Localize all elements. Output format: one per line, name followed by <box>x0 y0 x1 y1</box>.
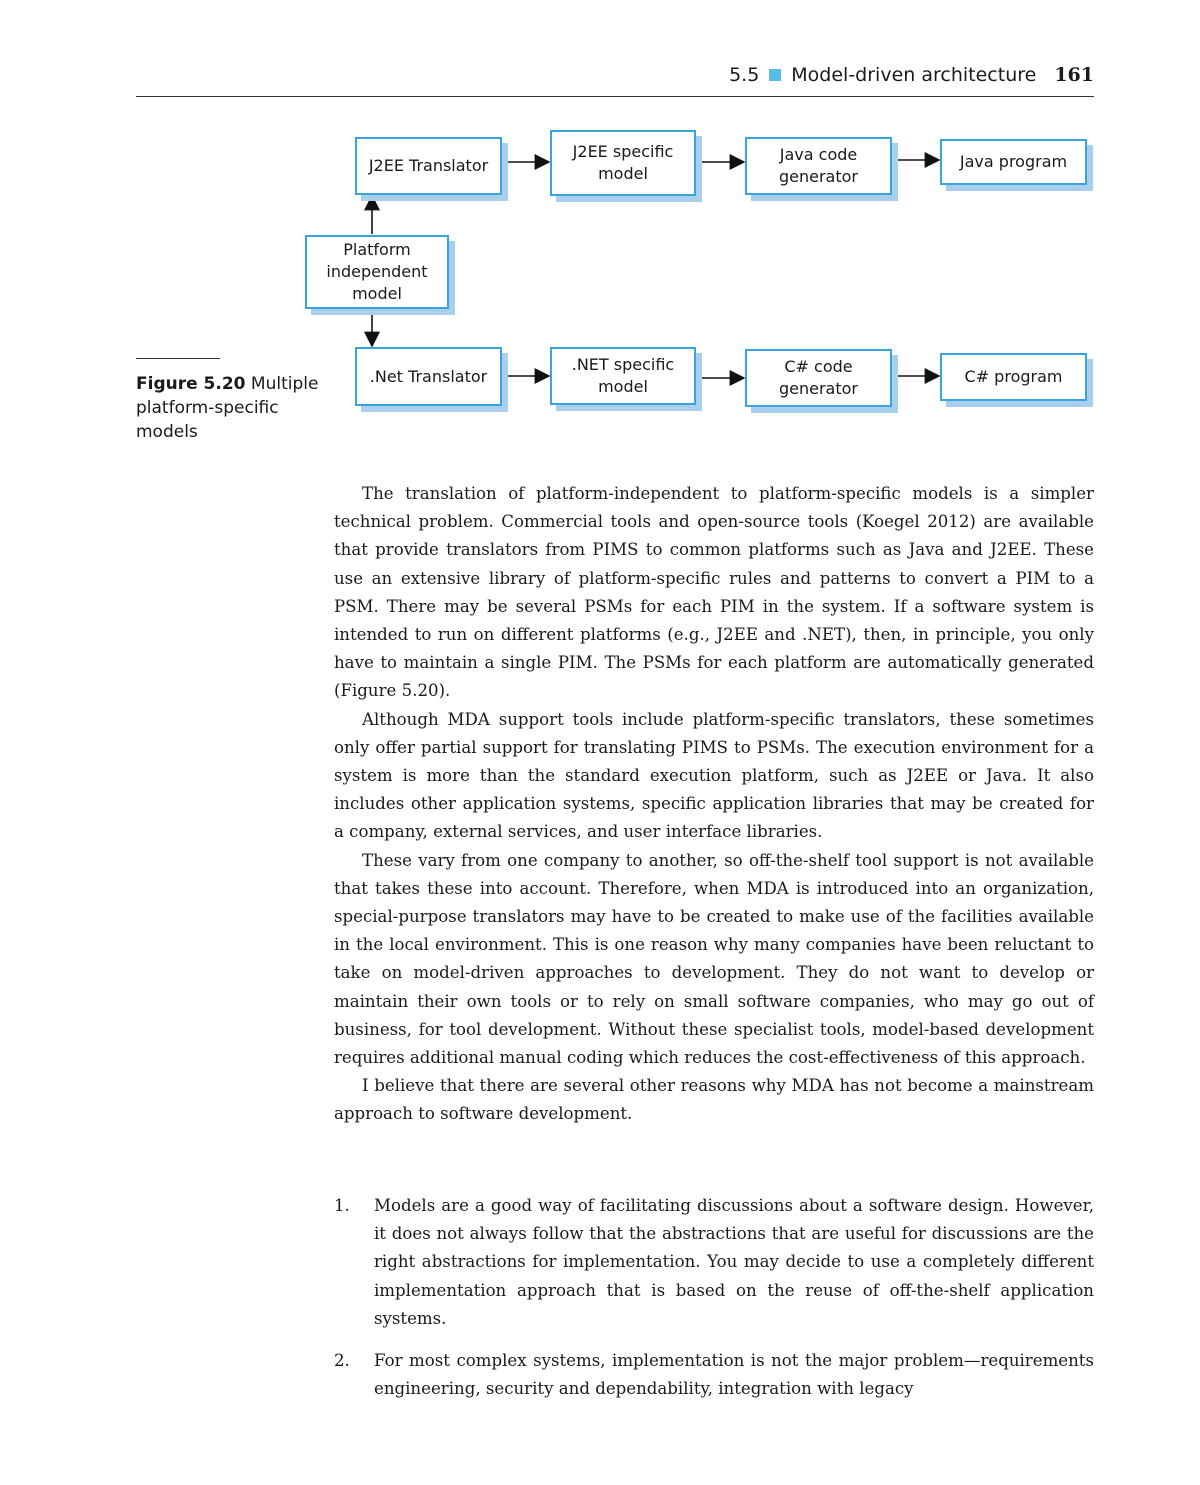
paragraph: These vary from one company to another, so off-the-shelf tool support is not available that takes these into account. Therefore, when MDA is introduced into an organization, special-purpose translators may have to be created to make use of the facilities available in the local environment. This is one reason why many companies have been reluctant to take on model-driven approaches to development. They do not want to develop or maintain their own tools or to rely on small software companies, who may go out of business, for tool development. Without these specialist tools, model-based development requires additional manual coding which reduces the cost-effectiveness of this approach. <box>334 850 1094 1068</box>
list-text: Models are a good way of facilitating discussions about a software design. However, it does not always follow that the abstractions that are useful for discussions are the right abstractions for implementation. You may decide to use a completely different implementation approach that is based on the reuse of off-the-shelf application systems. <box>374 1196 1094 1328</box>
net-translator-node: .Net Translator <box>355 347 502 406</box>
net-specific-model-node: .NET specific model <box>550 347 696 405</box>
numbered-list <box>334 1192 1094 1417</box>
section-number: 5.5 <box>729 64 760 86</box>
figure-caption-text: Multiple platform-specific models <box>136 374 319 442</box>
list-item <box>334 1192 1094 1333</box>
figure-caption <box>136 372 336 444</box>
paragraph: The translation of platform-independent to platform-specific models is a simpler technical problem. Commercial tools and open-source tools (Koegel 2012) are available that provide translators from PIMS to common platforms such as Java and J2EE. These use an extensive library of platform-specific rules and patterns to convert a PIM to a PSM. There may be several PSMs for each PIM in the system. If a software system is intended to run on different platforms (e.g., J2EE and .NET), then, in principle, you only have to maintain a single PIM. The PSMs for each platform are automatically generated (Figure 5.20). <box>334 484 1094 701</box>
list-text: For most complex systems, implementation is not the major problem—requirements engineering, security and dependability, integration with legacy <box>374 1351 1094 1399</box>
paragraph: I believe that there are several other reasons why MDA has not become a mainstream approach to software development. <box>334 1076 1094 1124</box>
section-title: Model-driven architecture <box>791 64 1037 86</box>
list-item <box>334 1347 1094 1403</box>
cs-program-node: C# program <box>940 353 1087 401</box>
list-number: 2. <box>334 1351 350 1371</box>
java-code-generator-node: Java code generator <box>745 137 892 195</box>
cs-code-generator-node: C# code generator <box>745 349 892 407</box>
paragraph: Although MDA support tools include platform-specific translators, these sometimes only offer partial support for translating PIMS to PSMs. The execution environment for a system is more than the standard execution platform, such as J2EE or Java. It also includes other application systems, specific application libraries that may be created for a company, external services, and user interface libraries. <box>334 709 1094 842</box>
java-program-node: Java program <box>940 139 1087 185</box>
figure-label: Figure 5.20 <box>136 374 246 394</box>
j2ee-translator-node: J2EE Translator <box>355 137 502 195</box>
platform-independent-model-node: Platform independent model <box>305 235 449 309</box>
j2ee-specific-model-node: J2EE specific model <box>550 130 696 196</box>
caption-rule <box>136 358 220 359</box>
body-text <box>334 480 1094 1129</box>
page-number: 161 <box>1054 64 1094 86</box>
list-number: 1. <box>334 1196 350 1215</box>
